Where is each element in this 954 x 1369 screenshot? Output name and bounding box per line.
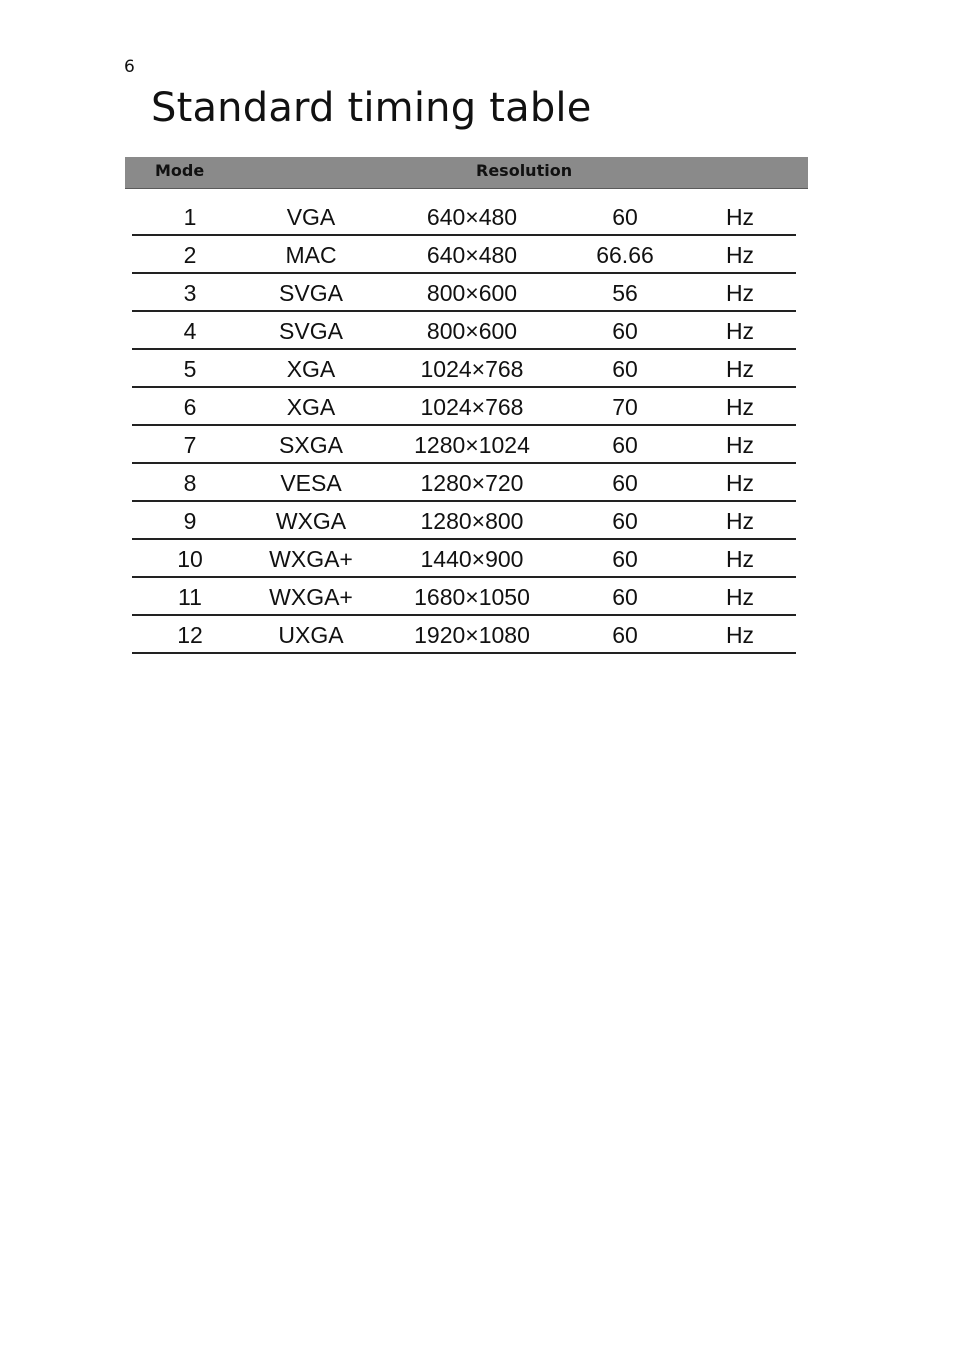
refresh-rate-cell: 60	[612, 356, 638, 382]
unit-cell: Hz	[725, 394, 755, 420]
table-row	[132, 578, 796, 616]
table-header	[125, 157, 808, 189]
standard-cell: WXGA	[275, 508, 347, 534]
resolution-cell: 1920×1080	[414, 622, 530, 648]
unit-cell: Hz	[725, 470, 755, 496]
table-row	[132, 540, 796, 578]
standard-cell: WXGA+	[269, 546, 353, 572]
table-row	[132, 388, 796, 426]
refresh-rate-cell: 60	[612, 318, 638, 344]
unit-cell: Hz	[725, 204, 755, 230]
unit-cell: Hz	[725, 318, 755, 344]
resolution-cell: 1024×768	[420, 394, 524, 420]
header-mode: Mode	[155, 161, 205, 180]
unit-cell: Hz	[725, 584, 755, 610]
table-row	[132, 502, 796, 540]
table-row	[132, 236, 796, 274]
unit-cell: Hz	[725, 622, 755, 648]
resolution-cell: 640×480	[426, 204, 518, 230]
standard-cell: SVGA	[279, 318, 343, 344]
resolution-cell: 1680×1050	[414, 584, 530, 610]
mode-cell: 11	[178, 584, 202, 610]
resolution-cell: 1024×768	[420, 356, 524, 382]
timing-table-body	[132, 198, 796, 654]
standard-cell: SXGA	[279, 432, 343, 458]
refresh-rate-cell: 60	[612, 622, 638, 648]
unit-cell: Hz	[725, 546, 755, 572]
table-row	[132, 274, 796, 312]
header-resolution: Resolution	[476, 161, 573, 180]
page-number: 6	[124, 57, 135, 77]
mode-cell: 10	[177, 546, 203, 572]
resolution-cell: 640×480	[426, 242, 518, 268]
mode-cell: 7	[183, 432, 197, 458]
unit-cell: Hz	[725, 508, 755, 534]
resolution-cell: 1280×800	[420, 508, 524, 534]
standard-cell: WXGA+	[269, 584, 353, 610]
mode-cell: 3	[183, 280, 197, 306]
table-row	[132, 198, 796, 236]
unit-cell: Hz	[725, 280, 755, 306]
standard-cell: VESA	[280, 470, 342, 496]
mode-cell: 9	[183, 508, 197, 534]
refresh-rate-cell: 60	[612, 432, 638, 458]
refresh-rate-cell: 60	[612, 470, 638, 496]
standard-cell: XGA	[286, 356, 336, 382]
refresh-rate-cell: 60	[612, 508, 638, 534]
mode-cell: 1	[183, 204, 197, 230]
resolution-cell: 1440×900	[420, 546, 524, 572]
refresh-rate-cell: 70	[612, 394, 638, 420]
unit-cell: Hz	[725, 242, 755, 268]
mode-cell: 5	[183, 356, 197, 382]
refresh-rate-cell: 60	[612, 584, 638, 610]
mode-cell: 2	[183, 242, 197, 268]
mode-cell: 6	[183, 394, 197, 420]
resolution-cell: 800×600	[426, 280, 518, 306]
table-row	[132, 464, 796, 502]
standard-cell: XGA	[286, 394, 336, 420]
mode-cell: 12	[177, 622, 203, 648]
refresh-rate-cell: 66.66	[596, 242, 654, 268]
resolution-cell: 1280×1024	[414, 432, 530, 458]
unit-cell: Hz	[725, 356, 755, 382]
table-row	[132, 312, 796, 350]
standard-cell: UXGA	[278, 622, 344, 648]
mode-cell: 4	[183, 318, 197, 344]
table-row	[132, 350, 796, 388]
resolution-cell: 1280×720	[420, 470, 524, 496]
mode-cell: 8	[183, 470, 197, 496]
standard-cell: SVGA	[279, 280, 343, 306]
resolution-cell: 800×600	[426, 318, 518, 344]
standard-cell: VGA	[286, 204, 336, 230]
standard-cell: MAC	[285, 242, 337, 268]
refresh-rate-cell: 60	[612, 546, 638, 572]
refresh-rate-cell: 56	[612, 280, 638, 306]
table-row	[132, 426, 796, 464]
page-title: Standard timing table	[151, 85, 592, 131]
unit-cell: Hz	[725, 432, 755, 458]
table-row	[132, 616, 796, 654]
refresh-rate-cell: 60	[612, 204, 638, 230]
